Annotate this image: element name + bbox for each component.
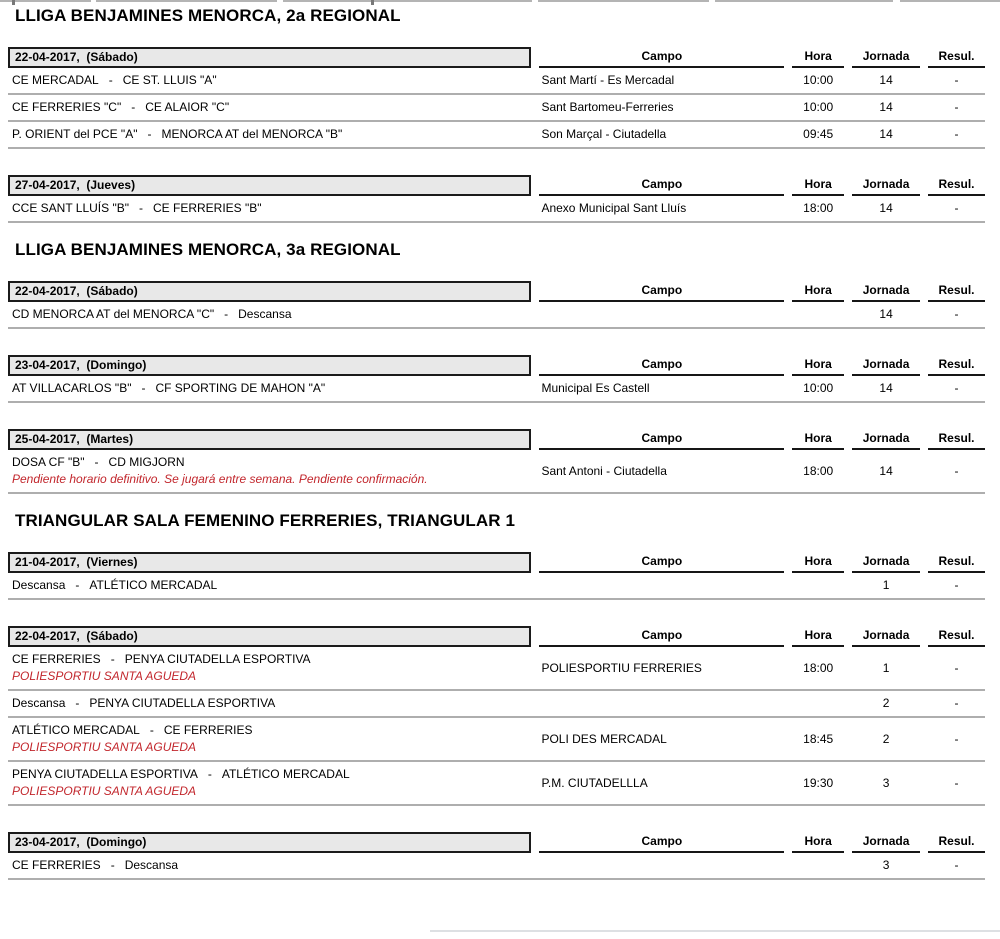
campo-cell: Son Marçal - Ciutadella <box>541 127 667 141</box>
away-team: ATLÉTICO MERCADAL <box>221 767 350 781</box>
resul-cell: - <box>954 100 959 114</box>
column-header-hora: Hora <box>792 834 844 853</box>
resul-cell: - <box>954 307 959 321</box>
away-team: Descansa <box>124 858 179 872</box>
match-line <box>12 127 531 141</box>
home-team: CD MENORCA AT del MENORCA "C" <box>12 307 215 321</box>
jornada-cell: 1 <box>882 660 890 675</box>
away-team: PENYA CIUTADELLA ESPORTIVA <box>89 696 276 710</box>
column-header-hora: Hora <box>792 177 844 196</box>
column-header-jornada: Jornada <box>852 554 920 573</box>
match-cell <box>8 201 531 215</box>
match-row <box>8 68 985 95</box>
campo-cell: POLI DES MERCADAL <box>541 731 667 746</box>
home-team: CE FERRERIES <box>12 858 101 872</box>
fixture-table <box>8 552 985 600</box>
campo-cell: Sant Antoni - Ciutadella <box>541 463 667 478</box>
fixture-table <box>8 47 985 149</box>
fixture-table <box>8 175 985 223</box>
date-header: 23-04-2017, (Domingo) <box>8 832 531 853</box>
match-line <box>12 652 531 666</box>
column-header-resul: Resul. <box>928 554 985 573</box>
hora-cell: 18:00 <box>803 201 834 215</box>
edge-segment <box>283 0 532 2</box>
column-header-campo: Campo <box>539 554 784 573</box>
column-header-hora: Hora <box>792 283 844 302</box>
column-header-resul: Resul. <box>928 357 985 376</box>
table-header-row <box>8 832 985 853</box>
resul-cell: - <box>954 696 959 710</box>
fixture-table <box>8 429 985 494</box>
hora-cell: 19:30 <box>803 775 834 790</box>
venue-note: POLIESPORTIU SANTA AGUEDA <box>12 740 197 754</box>
jornada-cell: 2 <box>882 696 890 710</box>
column-header-resul: Resul. <box>928 628 985 647</box>
jornada-cell: 14 <box>879 100 893 114</box>
date-header: 22-04-2017, (Sábado) <box>8 47 531 68</box>
column-header-campo: Campo <box>539 177 784 196</box>
hora-cell: 18:00 <box>803 660 834 675</box>
match-line <box>12 723 531 737</box>
home-team: Descansa <box>12 578 66 592</box>
column-header-jornada: Jornada <box>852 177 920 196</box>
home-team: CCE SANT LLUÍS "B" <box>12 201 129 215</box>
jornada-cell: 14 <box>879 381 893 395</box>
away-team: MENORCA AT del MENORCA "B" <box>161 127 343 141</box>
match-line <box>12 100 531 114</box>
jornada-cell: 2 <box>882 731 890 746</box>
resul-cell: - <box>954 73 959 87</box>
edge-tick <box>12 0 15 5</box>
match-line <box>12 767 531 781</box>
table-header-row <box>8 429 985 450</box>
home-team: PENYA CIUTADELLA ESPORTIVA <box>12 767 198 781</box>
home-team: CE FERRERIES <box>12 652 101 666</box>
column-header-hora: Hora <box>792 554 844 573</box>
home-team: P. ORIENT del PCE "A" <box>12 127 138 141</box>
away-team: ATLÉTICO MERCADAL <box>89 578 218 592</box>
match-cell <box>8 578 531 592</box>
match-line <box>12 455 531 469</box>
column-header-campo: Campo <box>539 49 784 68</box>
home-team: ATLÉTICO MERCADAL <box>12 723 140 737</box>
home-team: CE FERRERIES "C" <box>12 100 122 114</box>
match-separator: - <box>224 307 229 321</box>
section-title: LLIGA BENJAMINES MENORCA, 2a REGIONAL <box>15 6 401 25</box>
match-row <box>8 573 985 600</box>
campo-cell: Anexo Municipal Sant Lluís <box>541 201 687 215</box>
fixture-table <box>8 355 985 403</box>
campo-cell: Sant Bartomeu-Ferreries <box>541 100 674 114</box>
match-line <box>12 858 531 872</box>
jornada-cell: 1 <box>882 578 890 592</box>
match-cell <box>8 696 531 710</box>
match-cell <box>8 100 531 114</box>
column-header-resul: Resul. <box>928 49 985 68</box>
resul-cell: - <box>954 775 959 790</box>
match-separator: - <box>110 652 115 666</box>
column-header-resul: Resul. <box>928 177 985 196</box>
fixture-table <box>8 832 985 880</box>
away-team: CF SPORTING DE MAHON "A" <box>155 381 326 395</box>
match-row <box>8 196 985 223</box>
column-header-jornada: Jornada <box>852 283 920 302</box>
fixture-table <box>8 281 985 329</box>
resul-cell: - <box>954 381 959 395</box>
edge-segment <box>715 0 893 2</box>
edge-segment <box>538 0 709 2</box>
column-header-campo: Campo <box>539 431 784 450</box>
date-header: 22-04-2017, (Sábado) <box>8 626 531 647</box>
fixture-table <box>8 626 985 806</box>
campo-cell: Sant Martí - Es Mercadal <box>541 73 675 87</box>
column-header-campo: Campo <box>539 628 784 647</box>
match-cell <box>8 381 531 395</box>
column-header-resul: Resul. <box>928 283 985 302</box>
jornada-cell: 14 <box>879 463 893 478</box>
match-row <box>8 691 985 718</box>
match-separator: - <box>108 73 113 87</box>
home-team: AT VILLACARLOS "B" <box>12 381 132 395</box>
resul-cell: - <box>954 731 959 746</box>
column-header-hora: Hora <box>792 431 844 450</box>
match-row <box>8 376 985 403</box>
match-line <box>12 381 531 395</box>
campo-cell: POLIESPORTIU FERRERIES <box>541 660 702 675</box>
section-title: LLIGA BENJAMINES MENORCA, 3a REGIONAL <box>15 240 401 259</box>
hora-cell: 18:00 <box>803 463 834 478</box>
away-team: CE ST. LLUIS "A" <box>122 73 217 87</box>
resul-cell: - <box>954 578 959 592</box>
home-team: CE MERCADAL <box>12 73 99 87</box>
jornada-cell: 3 <box>882 775 890 790</box>
date-header: 22-04-2017, (Sábado) <box>8 281 531 302</box>
resul-cell: - <box>954 463 959 478</box>
home-team: Descansa <box>12 696 66 710</box>
table-header-row <box>8 281 985 302</box>
away-team: PENYA CIUTADELLA ESPORTIVA <box>124 652 311 666</box>
match-row <box>8 450 985 494</box>
venue-note: Pendiente horario definitivo. Se jugará entre semana. Pendiente confirmación. <box>12 472 428 486</box>
column-header-hora: Hora <box>792 357 844 376</box>
match-separator: - <box>207 767 212 781</box>
bottom-hairline-artifact <box>430 930 1000 932</box>
match-separator: - <box>75 696 80 710</box>
jornada-cell: 14 <box>879 127 893 141</box>
column-header-campo: Campo <box>539 357 784 376</box>
match-cell <box>8 307 531 321</box>
match-cell <box>8 858 531 872</box>
match-row <box>8 762 985 806</box>
campo-cell: Municipal Es Castell <box>541 381 650 395</box>
match-cell <box>8 73 531 87</box>
table-header-row <box>8 175 985 196</box>
match-line <box>12 696 531 710</box>
match-separator: - <box>75 578 80 592</box>
resul-cell: - <box>954 660 959 675</box>
match-row <box>8 853 985 880</box>
match-row <box>8 647 985 691</box>
table-header-row <box>8 626 985 647</box>
home-team: DOSA CF "B" <box>12 455 85 469</box>
away-team: CE FERRERIES "B" <box>153 201 262 215</box>
match-separator: - <box>131 100 136 114</box>
jornada-cell: 14 <box>879 201 893 215</box>
column-header-jornada: Jornada <box>852 431 920 450</box>
column-header-jornada: Jornada <box>852 628 920 647</box>
column-header-jornada: Jornada <box>852 834 920 853</box>
league-section <box>8 240 985 494</box>
date-header: 21-04-2017, (Viernes) <box>8 552 531 573</box>
date-header: 25-04-2017, (Martes) <box>8 429 531 450</box>
report-content <box>8 6 985 880</box>
hora-cell: 10:00 <box>803 381 834 395</box>
edge-tick <box>371 0 374 5</box>
match-row <box>8 302 985 329</box>
match-line <box>12 578 531 592</box>
section-title: TRIANGULAR SALA FEMENINO FERRERIES, TRIANGULAR 1 <box>15 511 516 530</box>
edge-segment <box>900 0 1000 2</box>
match-separator: - <box>110 858 115 872</box>
match-separator: - <box>94 455 99 469</box>
league-section <box>8 511 985 880</box>
table-header-row <box>8 47 985 68</box>
away-team: CE ALAIOR "C" <box>145 100 230 114</box>
away-team: CD MIGJORN <box>108 455 185 469</box>
resul-cell: - <box>954 201 959 215</box>
match-separator: - <box>149 723 154 737</box>
match-cell <box>8 652 531 683</box>
away-team: CE FERRERIES <box>163 723 253 737</box>
match-separator: - <box>139 201 143 215</box>
match-row <box>8 718 985 762</box>
venue-note: POLIESPORTIU SANTA AGUEDA <box>12 784 197 798</box>
jornada-cell: 14 <box>879 307 893 321</box>
column-header-jornada: Jornada <box>852 357 920 376</box>
match-line <box>12 73 531 87</box>
match-cell <box>8 455 531 486</box>
campo-cell: P.M. CIUTADELLLA <box>541 775 648 790</box>
match-separator: - <box>147 127 152 141</box>
resul-cell: - <box>954 127 959 141</box>
match-cell <box>8 723 531 754</box>
hora-cell: 10:00 <box>803 100 834 114</box>
edge-segment <box>96 0 277 2</box>
match-line <box>12 201 531 215</box>
jornada-cell: 14 <box>879 73 893 87</box>
away-team: Descansa <box>238 307 292 321</box>
column-header-campo: Campo <box>539 283 784 302</box>
match-row <box>8 122 985 149</box>
hora-cell: 18:45 <box>803 731 834 746</box>
match-separator: - <box>141 381 146 395</box>
match-line <box>12 307 531 321</box>
resul-cell: - <box>954 858 959 872</box>
column-header-hora: Hora <box>792 628 844 647</box>
match-cell <box>8 767 531 798</box>
hora-cell: 10:00 <box>803 73 834 87</box>
match-cell <box>8 127 531 141</box>
venue-note: POLIESPORTIU SANTA AGUEDA <box>12 669 197 683</box>
table-header-row <box>8 552 985 573</box>
column-header-campo: Campo <box>539 834 784 853</box>
column-header-resul: Resul. <box>928 834 985 853</box>
column-header-hora: Hora <box>792 49 844 68</box>
hora-cell: 09:45 <box>803 127 834 141</box>
date-header: 23-04-2017, (Domingo) <box>8 355 531 376</box>
column-header-resul: Resul. <box>928 431 985 450</box>
date-header: 27-04-2017, (Jueves) <box>8 175 531 196</box>
match-row <box>8 95 985 122</box>
jornada-cell: 3 <box>882 858 890 872</box>
table-header-row <box>8 355 985 376</box>
column-header-jornada: Jornada <box>852 49 920 68</box>
league-section <box>8 6 985 223</box>
